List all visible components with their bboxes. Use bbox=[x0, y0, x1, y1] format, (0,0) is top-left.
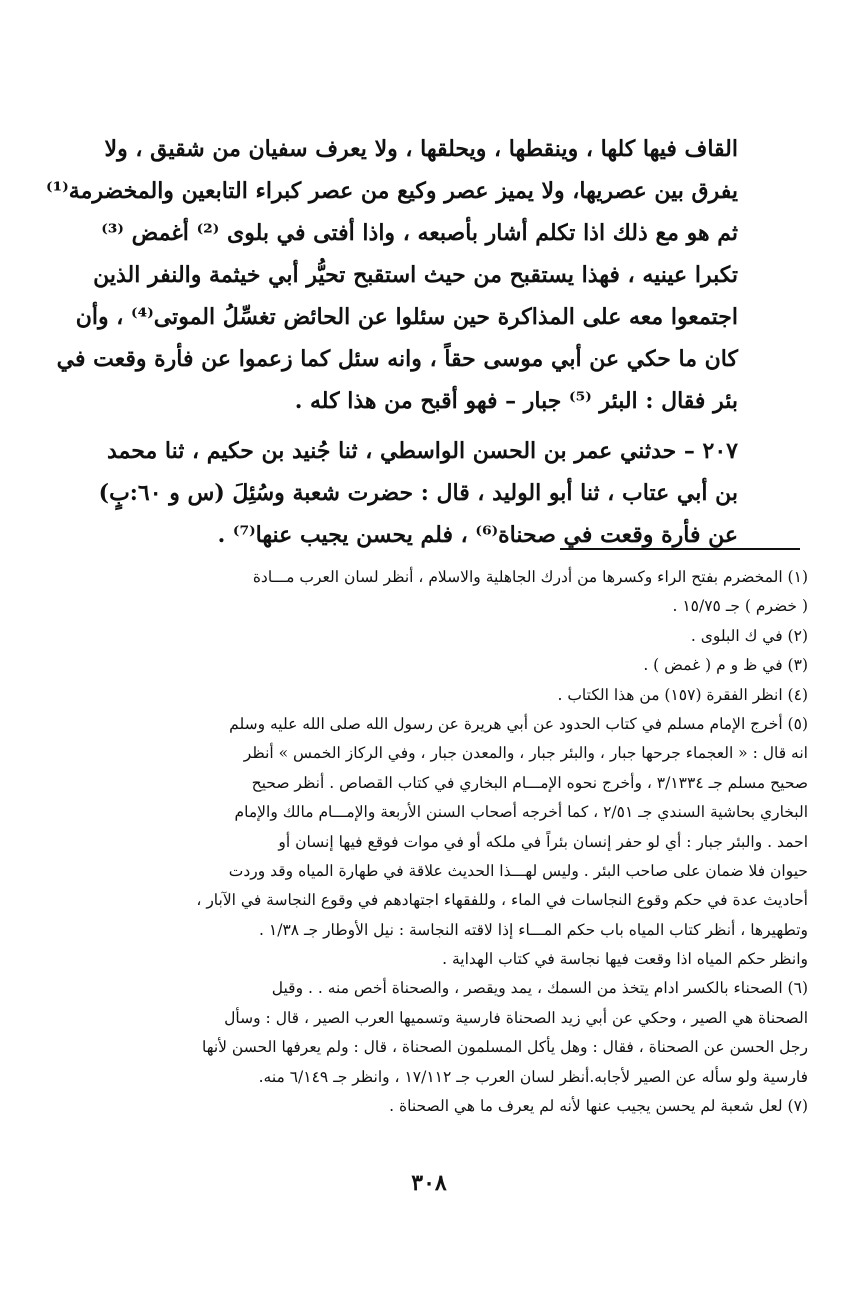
footnote-line: (٤) انظر الفقرة (١٥٧) من هذا الكتاب . bbox=[557, 685, 808, 704]
footnote-divider bbox=[560, 548, 800, 550]
footnote-line: ( خضرم ) جـ ١٥/٧٥ . bbox=[672, 597, 808, 616]
main-line: بن أبي عتاب ، ثنا أبو الوليد ، قال : حضرت شعبة وسُئِلَ (س و ٦٠:بٍ) bbox=[98, 480, 738, 506]
paragraph-gap bbox=[128, 422, 738, 430]
main-text bbox=[46, 128, 738, 556]
footnote-line: (٦) الصحناء بالكسر ادام يتخذ من السمك ، يمد ويقصر ، والصحناة أخص منه . . وقيل bbox=[271, 979, 808, 998]
footnote-line: صحيح مسلم جـ ٣/١٣٣٤ ، وأخرج نحوه الإمـــام البخاري في كتاب القصاص . أنظر صحيح bbox=[251, 773, 808, 792]
main-line: تكبرا عينيه ، فهذا يستقبح من حيث استقبح تحيُّر أبي خيثمة والنفر الذين bbox=[93, 262, 738, 288]
footnote-line: وانظر حكم المياه اذا وقعت فيها نجاسة في كتاب الهداية . bbox=[442, 950, 808, 969]
footnote-line: احمد . والبئر جبار : أي لو حفر إنسان بئراً في ملكه أو في موات فوقع فيها إنسان أو bbox=[278, 832, 808, 851]
footnote-line: (٣) في ظ و م ( غمض ) . bbox=[643, 656, 808, 675]
footnote-line: (١) المخضرم بفتح الراء وكسرها من أدرك الجاهلية والاسلام ، أنظر لسان العرب مـــادة bbox=[252, 568, 808, 586]
footnote-line: أحاديث عدة في حكم وقوع النجاسات في الماء ، وللفقهاء اجتهادهم في وقوع النجاسة في الآبار ، bbox=[196, 891, 808, 910]
footnote-line: فارسية ولو سأله عن الصير لأجابه.أنظر لسان العرب جـ ١٧/١١٢ ، وانظر جـ ٦/١٤٩ منه. bbox=[258, 1067, 808, 1086]
footnote-line: حيوان فلا ضمان على صاحب البئر . وليس لهـــذا الحديث علاقة في طهارة المياه وقد وردت bbox=[228, 861, 808, 880]
footnote-line: الصحناة هي الصير ، وحكي عن أبي زيد الصحناة فارسية وتسميها العرب الصير ، قال : وسأل bbox=[224, 1008, 808, 1027]
main-line: ٢٠٧ – حدثني عمر بن الحسن الواسطي ، ثنا جُنيد بن حكيم ، ثنا محمد bbox=[107, 438, 738, 464]
main-line: بئر فقال : البئر ⁽⁵⁾ جبار – فهو أقبح من هذا كله . bbox=[294, 388, 738, 414]
page-number: ٣٠٨ bbox=[411, 1170, 447, 1196]
footnote-line: البخاري بحاشية السندي جـ ٢/٥١ ، كما أخرجه أصحاب السنن الأربعة والإمـــام مالك والإمام bbox=[234, 803, 808, 822]
footnote-line: (٧) لعل شعبة لم يحسن يجيب عنها لأنه لم يعرف ما هي الصحناة . bbox=[389, 1097, 808, 1116]
main-line: اجتمعوا معه على المذاكرة حين سئلوا عن الحائض تغسِّلُ الموتى⁽⁴⁾ ، وأن bbox=[75, 304, 738, 330]
main-line: كان ما حكي عن أبي موسى حقاً ، وانه سئل كما زعموا عن فأرة وقعت في bbox=[56, 346, 738, 372]
footnote-line: رجل الحسن عن الصحناة ، فقال : وهل يأكل المسلمون الصحناة ، قال : ولم يعرفها الحسن لأنها bbox=[201, 1038, 808, 1057]
main-line: القاف فيها كلها ، وينقطها ، ويحلقها ، ولا يعرف سفيان من شقيق ، ولا bbox=[104, 136, 738, 162]
footnotes bbox=[128, 563, 808, 1121]
footnote-line: (٥) أخرج الإمام مسلم في كتاب الحدود عن أبي هريرة عن رسول الله صلى الله عليه وسلم bbox=[229, 714, 808, 733]
main-line: عن فأرة وقعت في صحناة⁽⁶⁾ ، فلم يحسن يجيب عنها⁽⁷⁾ . bbox=[217, 522, 738, 548]
footnote-line: (٢) في ك البلوى . bbox=[690, 626, 808, 645]
main-line: ثم هو مع ذلك اذا تكلم أشار بأصبعه ، واذا أفتى في بلوى ⁽²⁾ أغمض ⁽³⁾ bbox=[101, 220, 738, 246]
footnote-line: وتطهيرها ، أنظر كتاب المياه باب حكم المـــاء إذا لاقته النجاسة : نيل الأوطار جـ ١/٣٨ . bbox=[259, 920, 808, 939]
main-line: يفرق بين عصريها، ولا يميز عصر وكيع من عصر كبراء التابعين والمخضرمة⁽¹⁾ bbox=[46, 178, 738, 204]
footnote-line: انه قال : « العجماء جرحها جبار ، والبئر جبار ، والمعدن جبار ، وفي الركاز الخمس » أنظر bbox=[243, 744, 808, 763]
